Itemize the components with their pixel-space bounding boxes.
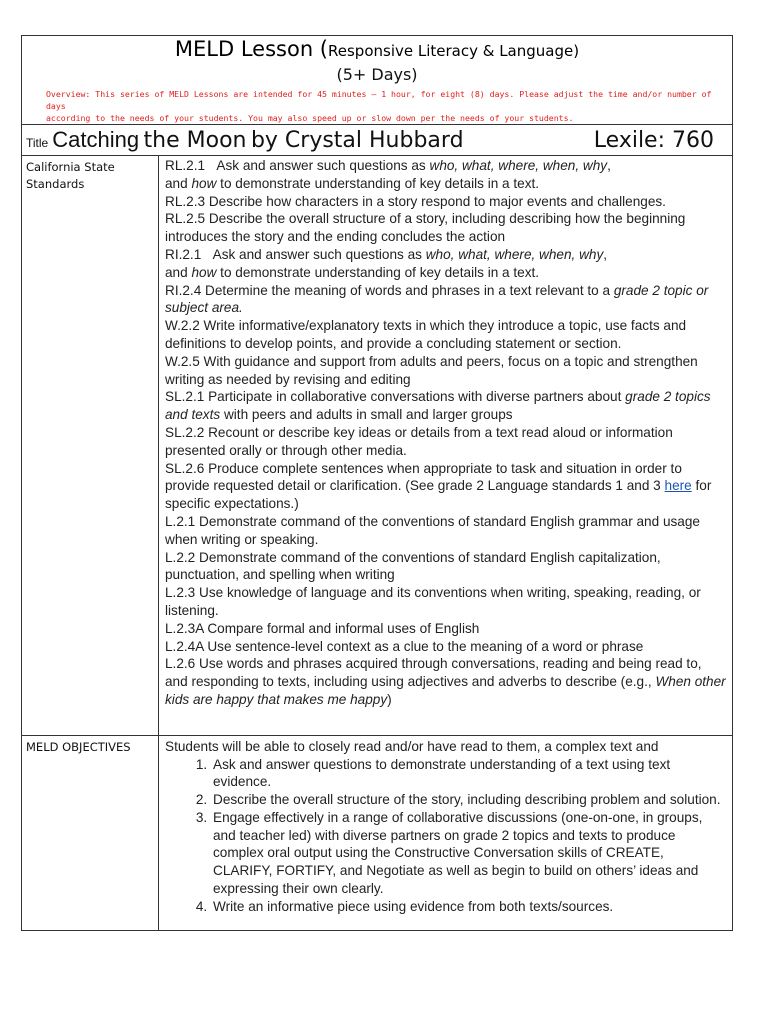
standards-here-link[interactable]: here: [664, 478, 692, 494]
standard-item: RI.2.1 Ask and answer such questions as who, what, where, when, why, and how to demonstrate understanding of key details in a text.: [165, 246, 608, 280]
standard-item: SL.2.2 Recount or describe key ideas or details from a text read aloud or information presented orally or through other media.: [165, 424, 673, 458]
standard-item: SL.2.6 Produce complete sentences when appropriate to task and situation in order to provide requested detail or clarification. (See grade 2 Language standards 1 and 3 here for specific expectations.): [165, 460, 712, 512]
objectives-intro: Students will be able to closely read and/or have read to them, a complex text and: [165, 738, 659, 754]
header-row: [22, 36, 733, 125]
lexile-level: Lexile: 760: [593, 128, 714, 153]
title-cell: [22, 125, 733, 156]
objective-item: 3. Engage effectively in a range of collaborative discussions (one-on-one, in groups, and teacher led) with diverse partners on grade 2 topics and texts to produce complex oral output using the Constructive Conversation skills of CREATE, CLARIFY, FORTIFY, and Negotiate as well as begin to build on others’ ideas and expressing their own clearly.: [211, 809, 726, 898]
standard-item: L.2.3 Use knowledge of language and its conventions when writing, speaking, reading, or listening.: [165, 585, 701, 618]
header-cell: [22, 36, 733, 125]
standard-item: L.2.2 Demonstrate command of the conventions of standard English capitalization, punctuation, and spelling when writing: [165, 549, 661, 583]
objective-item: 1. Ask and answer questions to demonstrate understanding of a text using text evidence.: [211, 756, 726, 792]
lesson-title-sub: Responsive Literacy & Language): [328, 42, 580, 60]
standard-item: L.2.4A Use sentence-level context as a clue to the meaning of a word or phrase: [165, 638, 644, 654]
book-title-word2: the Moon: [143, 128, 247, 153]
overview-text: [22, 88, 732, 124]
standard-item: L.2.1 Demonstrate command of the conventions of standard English grammar and usage when writing or speaking.: [165, 513, 700, 547]
lesson-title: [22, 36, 732, 64]
objective-item: 2. Describe the overall structure of the story, including describing problem and solution.: [211, 791, 726, 809]
standard-item: W.2.2 Write informative/explanatory texts in which they introduce a topic, use facts and definitions to develop points, and provide a concluding statement or section.: [165, 318, 687, 351]
overview-line-1: Overview: This series of MELD Lessons are intended for 45 minutes – 1 hour, for eight (8) days. Please adjust the time and/or number of days: [46, 89, 712, 111]
standard-item: L.2.3A Compare formal and informal uses of English: [165, 620, 480, 636]
lesson-days: (5+ Days): [336, 65, 418, 84]
standard-item: SL.2.1 Participate in collaborative conversations with diverse partners about grade 2 topics and texts with peers and adults in small and larger groups: [165, 389, 711, 423]
lesson-table: [21, 35, 733, 931]
objectives-label: MELD OBJECTIVES: [22, 735, 159, 930]
overview-line-2: according to the needs of your students. You may also speed up or slow down per the needs of your students.: [46, 113, 574, 123]
standard-item: RL.2.5 Describe the overall structure of a story, including describing how the beginning introduces the story and the ending concludes the action: [165, 211, 686, 245]
standard-item: RL.2.1 Ask and answer such questions as who, what, where, when, why, and how to demonstrate understanding of key details in a text.: [165, 158, 611, 191]
spacer: [165, 709, 726, 731]
standard-item: RL.2.3 Describe how characters in a story respond to major events and challenges.: [165, 193, 666, 209]
lesson-title-main: MELD Lesson (: [174, 37, 328, 61]
objective-item: 4. Write an informative piece using evidence from both texts/sources.: [211, 898, 726, 916]
standards-cell: [159, 156, 733, 736]
title-label: Title: [26, 136, 49, 150]
standard-item: L.2.6 Use words and phrases acquired through conversations, reading and being read to, and responding to texts, including using adjectives and adverbs to describe (e.g., When other kids are happy that makes me happy): [165, 656, 726, 707]
book-author: by Crystal Hubbard: [250, 128, 464, 153]
objectives-cell: [159, 735, 733, 930]
standard-item: W.2.5 With guidance and support from adults and peers, focus on a topic and strengthen writing as needed by revising and editing: [165, 353, 698, 387]
objectives-list: [165, 756, 726, 916]
standards-row: [22, 156, 733, 736]
book-title-word1: Catching: [52, 127, 140, 152]
standard-item: RI.2.4 Determine the meaning of words and phrases in a text relevant to a grade 2 topic or subject area.: [165, 282, 709, 316]
title-row: [22, 125, 733, 156]
objectives-row: [22, 735, 733, 930]
standards-label: California State Standards: [22, 156, 159, 736]
